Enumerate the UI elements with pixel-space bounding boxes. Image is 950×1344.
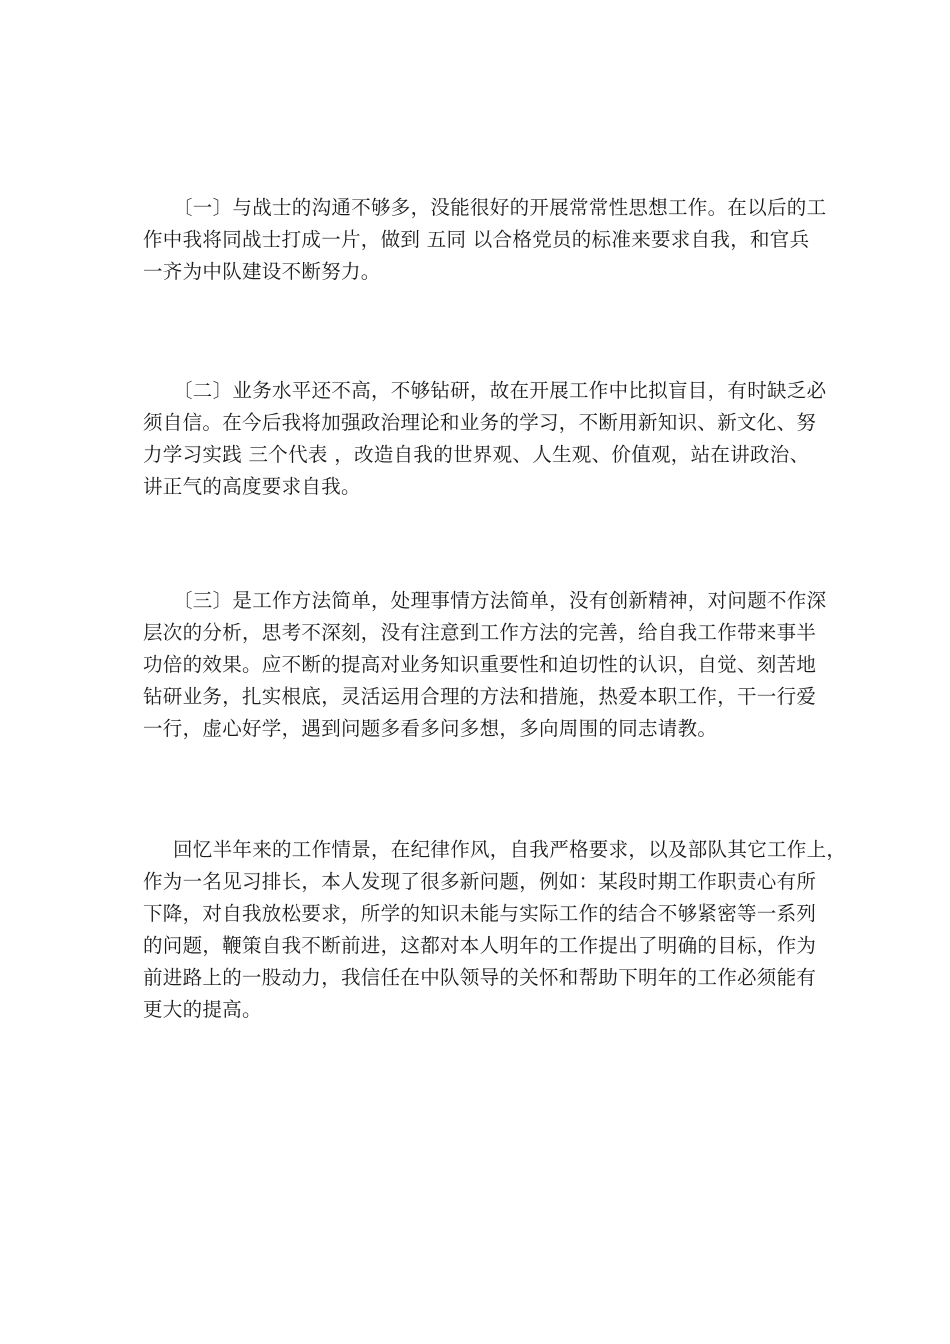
- paragraph-line: 层次的分析，思考不深刻，没有注意到工作方法的完善，给自我工作带来事半: [143, 621, 817, 644]
- paragraph-line: 回忆半年来的工作情景，在纪律作风，自我严格要求，以及部队其它工作上，: [173, 838, 847, 861]
- paragraph-2: [143, 375, 827, 503]
- paragraph-line: 〔三〕是工作方法简单，处理事情方法简单，没有创新精神，对问题不作深: [173, 589, 827, 612]
- paragraph-line: 一齐为中队建设不断努力。: [143, 260, 381, 283]
- paragraph-line: 力学习实践 三个代表 ，改造自我的世界观、人生观、价值观，站在讲政治、: [143, 443, 810, 466]
- paragraph-line: 〔一〕与战士的沟通不够多，没能很好的开展常常性思想工作。在以后的工: [173, 196, 827, 219]
- paragraph-line: 钻研业务，扎实根底，灵活运用合理的方法和措施，热爱本职工作，干一行爱: [143, 685, 817, 708]
- paragraph-line: 前进路上的一股动力，我信任在中队领导的关怀和帮助下明年的工作必须能有: [143, 966, 817, 989]
- paragraph-line: 下降，对自我放松要求，所学的知识未能与实际工作的结合不够紧密等一系列: [143, 902, 817, 925]
- paragraph-1: [143, 192, 827, 288]
- paragraph-4: [143, 834, 847, 1026]
- paragraph-line: 更大的提高。: [143, 998, 262, 1021]
- paragraph-line: 〔二〕业务水平还不高，不够钻研，故在开展工作中比拟盲目，有时缺乏必: [173, 379, 827, 402]
- paragraph-line: 一行，虚心好学，遇到问题多看多问多想，多向周围的同志请教。: [143, 717, 718, 740]
- paragraph-line: 作为一名见习排长，本人发现了很多新问题，例如：某段时期工作职责心有所: [143, 870, 817, 893]
- paragraph-line: 须自信。在今后我将加强政治理论和业务的学习，不断用新知识、新文化、努: [143, 411, 817, 434]
- paragraph-line: 讲正气的高度要求自我。: [143, 475, 361, 498]
- paragraph-line: 功倍的效果。应不断的提高对业务知识重要性和迫切性的认识，自觉、刻苦地: [143, 653, 817, 676]
- paragraph-3: [143, 585, 827, 745]
- paragraph-line: 的问题，鞭策自我不断前进，这都对本人明年的工作提出了明确的目标，作为: [143, 934, 817, 957]
- paragraph-line: 作中我将同战士打成一片，做到 五同 以合格党员的标准来要求自我，和官兵: [143, 228, 810, 251]
